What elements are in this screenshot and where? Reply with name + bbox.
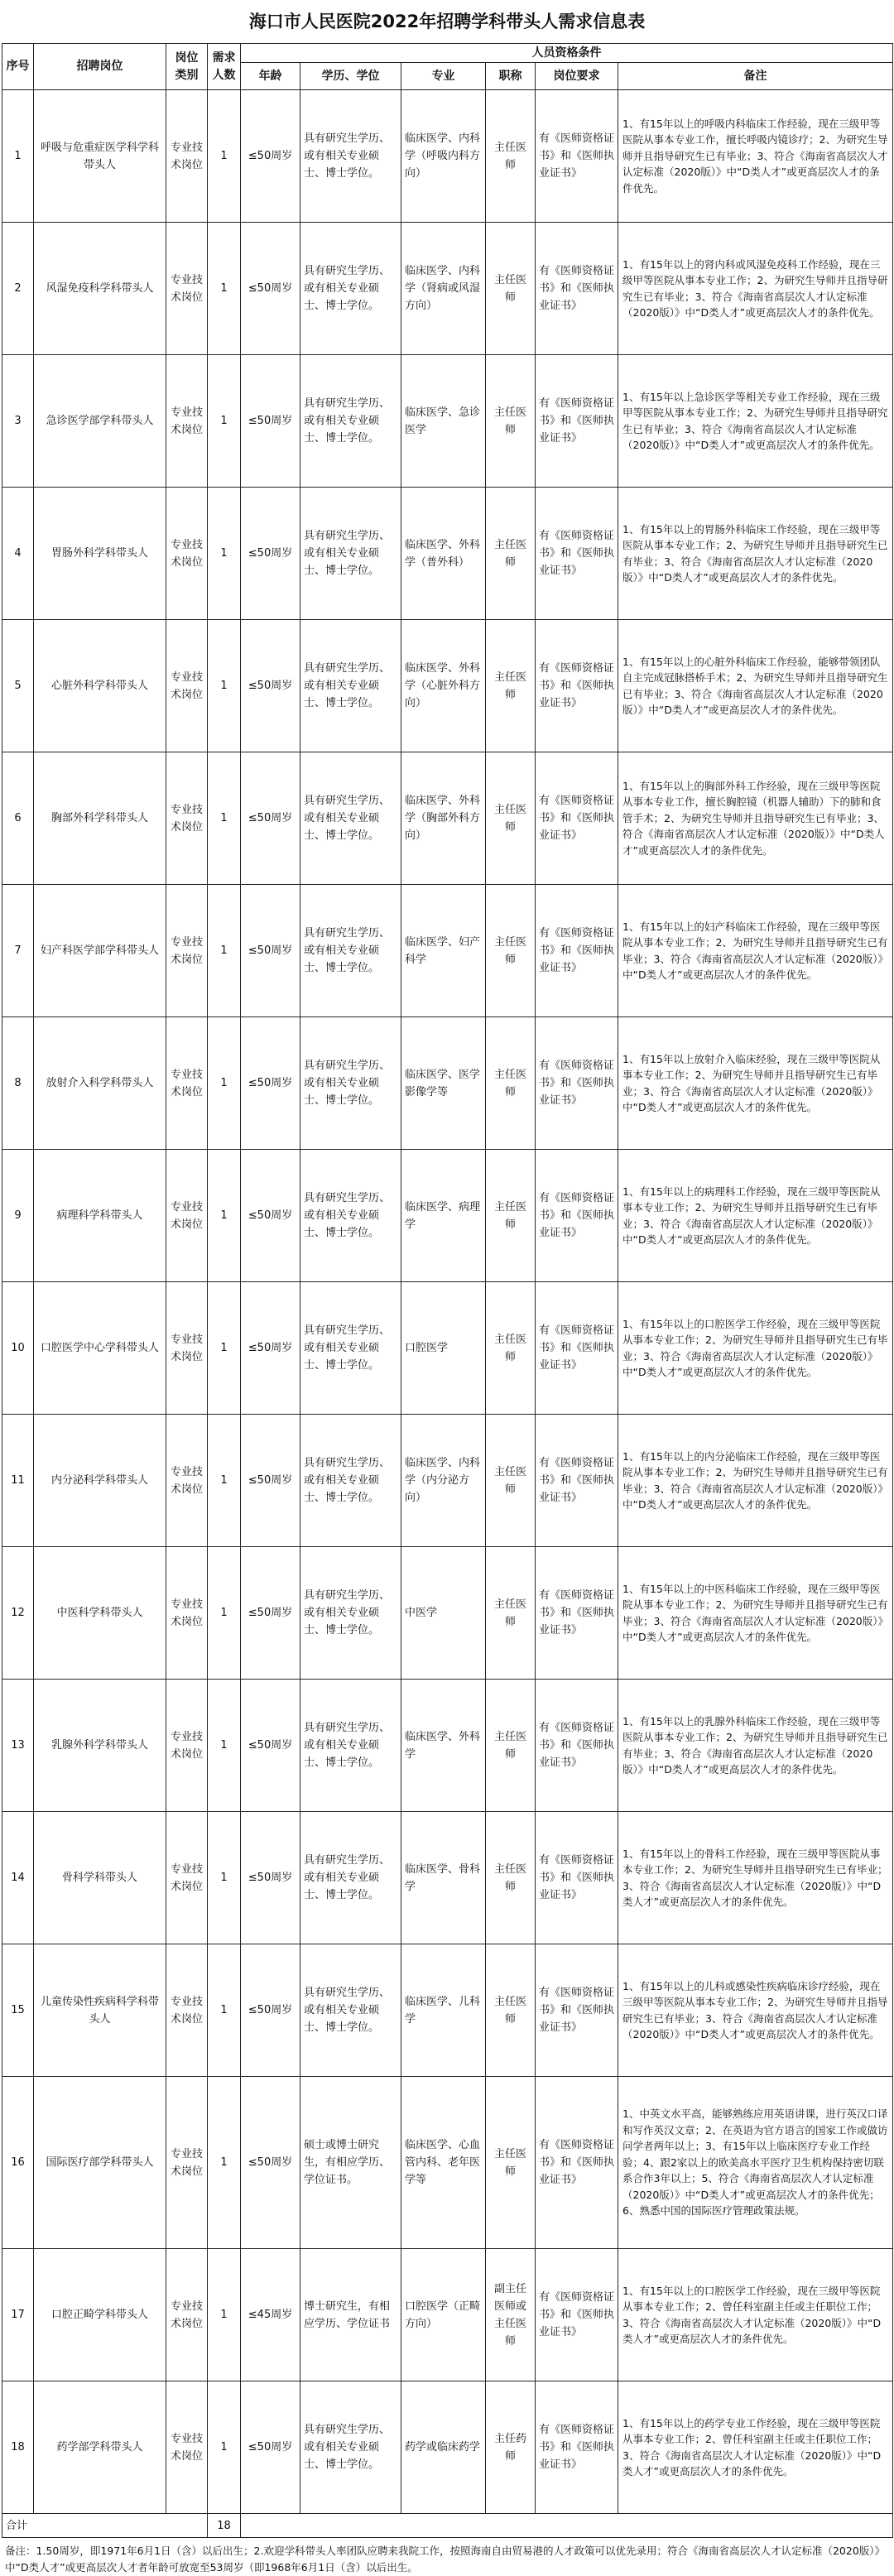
row-major: 临床医学、医学影像学等: [401, 1017, 486, 1150]
row-major: 临床医学、心血管内科、老年医学等: [401, 2077, 486, 2249]
row-index: 7: [2, 885, 34, 1017]
row-count: 1: [208, 1680, 241, 1812]
row-requirement: 有《医师资格证书》和《医师执业证书》: [536, 885, 618, 1017]
row-remark: 1、有15年以上的中医科临床工作经验，现在三级甲等医院从事本专业工作；2、为研究生导师并且指导研究生已有毕业；3、符合《海南省高层次人才认定标准（2020版）》中“D类人才”或更高层次人才的条件优先。: [618, 1547, 893, 1680]
row-remark: 1、有15年以上的胸部外科工作经验，现在三级甲等医院从事本专业工作，擅长胸腔镜（机器人辅助）下的肺和食管手术；2、为研究生导师并且指导研究生已有毕业；3、符合《海南省高层次人才认定标准（2020版）》中“D类人才”或更高层次人才的条件优先。: [618, 752, 893, 885]
row-title: 主任医师: [486, 488, 536, 620]
header-remark: 备注: [618, 63, 893, 90]
row-title: 主任医师: [486, 1812, 536, 1944]
row-count: 1: [208, 885, 241, 1017]
row-position: 胸部外科学科带头人: [34, 752, 166, 885]
row-requirement: 有《医师资格证书》和《医师执业证书》: [536, 1944, 618, 2077]
row-major: 临床医学、外科学（普外科）: [401, 488, 486, 620]
row-remark: 1、有15年以上的呼吸内科临床工作经验，现在三级甲等医院从事本专业工作，擅长呼吸内镜诊疗；2、为研究生导师并且指导研究生已有毕业；3、符合《海南省高层次人才认定标准（2020版）》中“D类人才”或更高层次人才的条件优先。: [618, 90, 893, 223]
row-requirement: 有《医师资格证书》和《医师执业证书》: [536, 2249, 618, 2381]
table-row: [2, 90, 893, 223]
row-major: 临床医学、骨科学: [401, 1812, 486, 1944]
row-age: ≤50周岁: [241, 1547, 300, 1680]
row-index: 17: [2, 2249, 34, 2381]
row-category: 专业技术岗位: [166, 90, 208, 223]
row-remark: 1、中英文水平高，能够熟练应用英语讲课，进行英汉口译和写作英汉文章；2、在英语为官方语言的国家工作或做访问学者两年以上；3、有15年以上临床医疗专业工作经验；4、跟2家以上的欧美高水平医疗卫生机构保持密切联系合作3年以上；5、符合《海南省高层次人才认定标准（2020版）》中“D类人才”或更高层次人才的条件优先；6、熟悉中国的国际医疗管理政策法规。: [618, 2077, 893, 2249]
row-remark: 1、有15年以上的内分泌临床工作经验，现在三级甲等医院从事本专业工作；2、为研究生导师并且指导研究生已有毕业；3、符合《海南省高层次人才认定标准（2020版）》中“D类人才”或更高层次人才的条件优先。: [618, 1415, 893, 1547]
row-category: 专业技术岗位: [166, 885, 208, 1017]
row-requirement: 有《医师资格证书》和《医师执业证书》: [536, 1017, 618, 1150]
row-count: 1: [208, 2077, 241, 2249]
row-education: 具有研究生学历、或有相关专业硕士、博士学位。: [300, 488, 401, 620]
row-age: ≤50周岁: [241, 2077, 300, 2249]
table-row: [2, 1282, 893, 1415]
row-requirement: 有《医师资格证书》和《医师执业证书》: [536, 620, 618, 752]
table-row: [2, 752, 893, 885]
row-education: 具有研究生学历、或有相关专业硕士、博士学位。: [300, 1282, 401, 1415]
row-index: 9: [2, 1150, 34, 1282]
row-position: 病理科学科带头人: [34, 1150, 166, 1282]
row-title: 主任医师: [486, 1680, 536, 1812]
row-education: 具有研究生学历、或有相关专业硕士、博士学位。: [300, 223, 401, 355]
row-count: 1: [208, 488, 241, 620]
table-row: [2, 885, 893, 1017]
row-education: 具有研究生学历、或有相关专业硕士、博士学位。: [300, 90, 401, 223]
row-major: 临床医学、妇产科学: [401, 885, 486, 1017]
row-title: 副主任医师或主任医师: [486, 2249, 536, 2381]
row-index: 11: [2, 1415, 34, 1547]
row-age: ≤50周岁: [241, 223, 300, 355]
row-remark: 1、有15年以上的乳腺外科临床工作经验，现在三级甲等医院从事本专业工作；2、为研究生导师并且指导研究生已有毕业；3、符合《海南省高层次人才认定标准（2020版）》中“D类人才”或更高层次人才的条件优先。: [618, 1680, 893, 1812]
row-age: ≤50周岁: [241, 90, 300, 223]
table-row: [2, 2249, 893, 2381]
row-category: 专业技术岗位: [166, 2249, 208, 2381]
total-row: [2, 2514, 893, 2538]
row-position: 国际医疗部学科带头人: [34, 2077, 166, 2249]
row-age: ≤50周岁: [241, 1944, 300, 2077]
row-education: 博士研究生，有相应学历、学位证书: [300, 2249, 401, 2381]
table-row: [2, 1944, 893, 2077]
row-index: 1: [2, 90, 34, 223]
row-position: 呼吸与危重症医学科学科带头人: [34, 90, 166, 223]
row-remark: 1、有15年以上的妇产科临床工作经验，现在三级甲等医院从事本专业工作；2、为研究生导师并且指导研究生已有毕业；3、符合《海南省高层次人才认定标准（2020版）》中“D类人才”或更高层次人才的条件优先。: [618, 885, 893, 1017]
row-category: 专业技术岗位: [166, 1282, 208, 1415]
row-position: 中医科学科带头人: [34, 1547, 166, 1680]
row-position: 药学部学科带头人: [34, 2381, 166, 2514]
row-category: 专业技术岗位: [166, 2381, 208, 2514]
row-major: 临床医学、内科学（肾病或风湿方向）: [401, 223, 486, 355]
row-category: 专业技术岗位: [166, 488, 208, 620]
row-index: 4: [2, 488, 34, 620]
row-major: 中医学: [401, 1547, 486, 1680]
row-age: ≤50周岁: [241, 355, 300, 488]
row-category: 专业技术岗位: [166, 355, 208, 488]
row-count: 1: [208, 1017, 241, 1150]
row-major: 临床医学、外科学（心脏外科方向）: [401, 620, 486, 752]
row-count: 1: [208, 2249, 241, 2381]
row-title: 主任药师: [486, 2381, 536, 2514]
table-body: [2, 90, 893, 2514]
table-row: [2, 1812, 893, 1944]
row-education: 具有研究生学历、或有相关专业硕士、博士学位。: [300, 1547, 401, 1680]
row-title: 主任医师: [486, 1150, 536, 1282]
row-requirement: 有《医师资格证书》和《医师执业证书》: [536, 90, 618, 223]
table-row: [2, 1415, 893, 1547]
header-position: 招聘岗位: [34, 44, 166, 90]
row-title: 主任医师: [486, 1282, 536, 1415]
row-education: 具有研究生学历、或有相关专业硕士、博士学位。: [300, 1017, 401, 1150]
row-position: 口腔医学中心学科带头人: [34, 1282, 166, 1415]
row-category: 专业技术岗位: [166, 1017, 208, 1150]
row-requirement: 有《医师资格证书》和《医师执业证书》: [536, 1282, 618, 1415]
row-age: ≤50周岁: [241, 1282, 300, 1415]
header-qualifications: 人员资格条件: [241, 44, 893, 63]
row-major: 临床医学、急诊医学: [401, 355, 486, 488]
row-category: 专业技术岗位: [166, 1680, 208, 1812]
row-education: 具有研究生学历、或有相关专业硕士、博士学位。: [300, 355, 401, 488]
header-title: 职称: [486, 63, 536, 90]
row-major: 口腔医学: [401, 1282, 486, 1415]
row-remark: 1、有15年以上的心脏外科临床工作经验，能够带领团队自主完成冠脉搭桥手术；2、为研究生导师并且指导研究生已有毕业；3、符合《海南省高层次人才认定标准（2020版）》中“D类人才”或更高层次人才的条件优先。: [618, 620, 893, 752]
row-age: ≤50周岁: [241, 1680, 300, 1812]
row-age: ≤50周岁: [241, 2381, 300, 2514]
total-empty: [241, 2514, 893, 2538]
row-education: 具有研究生学历、或有相关专业硕士、博士学位。: [300, 752, 401, 885]
row-age: ≤50周岁: [241, 885, 300, 1017]
row-index: 12: [2, 1547, 34, 1680]
row-age: ≤50周岁: [241, 1415, 300, 1547]
table-row: [2, 355, 893, 488]
row-count: 1: [208, 1150, 241, 1282]
row-index: 15: [2, 1944, 34, 2077]
row-count: 1: [208, 1812, 241, 1944]
row-education: 具有研究生学历、或有相关专业硕士、博士学位。: [300, 1150, 401, 1282]
row-requirement: 有《医师资格证书》和《医师执业证书》: [536, 223, 618, 355]
table-row: [2, 1150, 893, 1282]
row-index: 18: [2, 2381, 34, 2514]
row-requirement: 有《医师资格证书》和《医师执业证书》: [536, 488, 618, 620]
row-position: 妇产科医学部学科带头人: [34, 885, 166, 1017]
row-major: 药学或临床药学: [401, 2381, 486, 2514]
row-major: 口腔医学（正畸方向）: [401, 2249, 486, 2381]
row-category: 专业技术岗位: [166, 223, 208, 355]
row-title: 主任医师: [486, 1944, 536, 2077]
row-index: 16: [2, 2077, 34, 2249]
row-major: 临床医学、外科学: [401, 1680, 486, 1812]
row-title: 主任医师: [486, 1017, 536, 1150]
row-position: 乳腺外科学科带头人: [34, 1680, 166, 1812]
row-age: ≤45周岁: [241, 2249, 300, 2381]
row-requirement: 有《医师资格证书》和《医师执业证书》: [536, 752, 618, 885]
row-position: 风湿免疫科学科带头人: [34, 223, 166, 355]
row-category: 专业技术岗位: [166, 620, 208, 752]
table-row: [2, 1547, 893, 1680]
row-remark: 1、有15年以上的病理科工作经验，现在三级甲等医院从事本专业工作；2、为研究生导师并且指导研究生已有毕业；3、符合《海南省高层次人才认定标准（2020版）》中“D类人才”或更高层次人才的条件优先。: [618, 1150, 893, 1282]
header-category: 岗位类别: [166, 44, 208, 90]
row-requirement: 有《医师资格证书》和《医师执业证书》: [536, 1547, 618, 1680]
row-remark: 1、有15年以上放射介入临床经验，现在三级甲等医院从事本专业工作；2、为研究生导师并且指导研究生已有毕业；3、符合《海南省高层次人才认定标准（2020版）》中“D类人才”或更高层次人才的条件优先。: [618, 1017, 893, 1150]
row-major: 临床医学、内科学（呼吸内科方向）: [401, 90, 486, 223]
row-remark: 1、有15年以上的骨科工作经验，现在三级甲等医院从事本专业工作；2、为研究生导师并且指导研究生已有毕业；3、符合《海南省高层次人才认定标准（2020版）》中“D类人才”或更高层次人才的条件优先。: [618, 1812, 893, 1944]
row-title: 主任医师: [486, 1415, 536, 1547]
row-position: 儿童传染性疾病科学科带头人: [34, 1944, 166, 2077]
row-count: 1: [208, 1944, 241, 2077]
row-count: 1: [208, 223, 241, 355]
row-category: 专业技术岗位: [166, 1812, 208, 1944]
total-label: 合计: [2, 2514, 208, 2538]
row-education: 具有研究生学历、或有相关专业硕士、博士学位。: [300, 1812, 401, 1944]
total-count: 18: [208, 2514, 241, 2538]
header-index: 序号: [2, 44, 34, 90]
row-position: 口腔正畸学科带头人: [34, 2249, 166, 2381]
table-row: [2, 2381, 893, 2514]
row-count: 1: [208, 1282, 241, 1415]
row-education: 具有研究生学历、或有相关专业硕士、博士学位。: [300, 1944, 401, 2077]
row-index: 5: [2, 620, 34, 752]
row-remark: 1、有15年以上的儿科或感染性疾病临床诊疗经验，现在三级甲等医院从事本专业工作；2、为研究生导师并且指导研究生已有毕业；3、符合《海南省高层次人才认定标准（2020版）》中“D类人才”或更高层次人才的条件优先。: [618, 1944, 893, 2077]
row-index: 14: [2, 1812, 34, 1944]
row-title: 主任医师: [486, 355, 536, 488]
row-count: 1: [208, 355, 241, 488]
row-position: 胃肠外科学科带头人: [34, 488, 166, 620]
row-title: 主任医师: [486, 90, 536, 223]
row-category: 专业技术岗位: [166, 2077, 208, 2249]
row-remark: 1、有15年以上的口腔医学工作经验，现在三级甲等医院从事本专业工作；2、曾任科室副主任或主任职位工作；3、符合《海南省高层次人才认定标准（2020版）》中“D类人才”或更高层次人才的条件优先。: [618, 2249, 893, 2381]
row-requirement: 有《医师资格证书》和《医师执业证书》: [536, 1680, 618, 1812]
table-row: [2, 223, 893, 355]
row-age: ≤50周岁: [241, 620, 300, 752]
row-category: 专业技术岗位: [166, 1415, 208, 1547]
row-position: 放射介入科学科带头人: [34, 1017, 166, 1150]
row-education: 具有研究生学历、或有相关专业硕士、博士学位。: [300, 885, 401, 1017]
row-position: 内分泌科学科带头人: [34, 1415, 166, 1547]
row-requirement: 有《医师资格证书》和《医师执业证书》: [536, 1415, 618, 1547]
table-row: [2, 488, 893, 620]
row-title: 主任医师: [486, 885, 536, 1017]
row-age: ≤50周岁: [241, 1150, 300, 1282]
header-requirement: 岗位要求: [536, 63, 618, 90]
table-row: [2, 2077, 893, 2249]
row-title: 主任医师: [486, 620, 536, 752]
row-requirement: 有《医师资格证书》和《医师执业证书》: [536, 2077, 618, 2249]
row-index: 13: [2, 1680, 34, 1812]
row-remark: 1、有15年以上的口腔医学工作经验，现在三级甲等医院从事本专业工作；2、为研究生导师并且指导研究生已有毕业；3、符合《海南省高层次人才认定标准（2020版）》中“D类人才”或更高层次人才的条件优先。: [618, 1282, 893, 1415]
row-education: 具有研究生学历、或有相关专业硕士、博士学位。: [300, 1415, 401, 1547]
row-age: ≤50周岁: [241, 1017, 300, 1150]
row-category: 专业技术岗位: [166, 1944, 208, 2077]
table-row: [2, 1680, 893, 1812]
row-education: 具有研究生学历、或有相关专业硕士、博士学位。: [300, 620, 401, 752]
row-count: 1: [208, 1547, 241, 1680]
row-education: 具有研究生学历、或有相关专业硕士、博士学位。: [300, 2381, 401, 2514]
row-major: 临床医学、内科学（内分泌方向）: [401, 1415, 486, 1547]
row-age: ≤50周岁: [241, 1812, 300, 1944]
row-age: ≤50周岁: [241, 488, 300, 620]
row-requirement: 有《医师资格证书》和《医师执业证书》: [536, 1150, 618, 1282]
table-row: [2, 1017, 893, 1150]
row-category: 专业技术岗位: [166, 752, 208, 885]
row-education: 硕士或博士研究生，有相应学历、学位证书。: [300, 2077, 401, 2249]
row-title: 主任医师: [486, 223, 536, 355]
row-index: 2: [2, 223, 34, 355]
row-requirement: 有《医师资格证书》和《医师执业证书》: [536, 355, 618, 488]
row-title: 主任医师: [486, 1547, 536, 1680]
row-title: 主任医师: [486, 2077, 536, 2249]
row-major: 临床医学、儿科学: [401, 1944, 486, 2077]
row-requirement: 有《医师资格证书》和《医师执业证书》: [536, 1812, 618, 1944]
page-title: 海口市人民医院2022年招聘学科带头人需求信息表: [248, 12, 646, 31]
row-count: 1: [208, 2381, 241, 2514]
row-count: 1: [208, 620, 241, 752]
header-count: 需求人数: [208, 44, 241, 90]
row-category: 专业技术岗位: [166, 1547, 208, 1680]
row-education: 具有研究生学历、或有相关专业硕士、博士学位。: [300, 1680, 401, 1812]
row-requirement: 有《医师资格证书》和《医师执业证书》: [536, 2381, 618, 2514]
recruitment-table: [2, 43, 893, 2538]
header-education: 学历、学位: [300, 63, 401, 90]
row-major: 临床医学、病理学: [401, 1150, 486, 1282]
row-index: 8: [2, 1017, 34, 1150]
header-major: 专业: [401, 63, 486, 90]
row-category: 专业技术岗位: [166, 1150, 208, 1282]
row-position: 骨科学科带头人: [34, 1812, 166, 1944]
row-major: 临床医学、外科学（胸部外科方向）: [401, 752, 486, 885]
row-index: 6: [2, 752, 34, 885]
row-age: ≤50周岁: [241, 752, 300, 885]
row-count: 1: [208, 1415, 241, 1547]
row-remark: 1、有15年以上急诊医学等相关专业工作经验，现在三级甲等医院从事本专业工作；2、为研究生导师并且指导研究生已有毕业；3、符合《海南省高层次人才认定标准（2020版）》中“D类人才”或更高层次人才的条件优先。: [618, 355, 893, 488]
footnote: 备注：1.50周岁，即1971年6月1日（含）以后出生；2.欢迎学科带头人率团队应聘来我院工作，按照海南自由贸易港的人才政策可以优先录用；符合《海南省高层次人才认定标准（2020版）》中“D类人才”或更高层次人才者年龄可放宽至53周岁（即1968年6月1日（含）以后出生。: [5, 2545, 886, 2574]
row-title: 主任医师: [486, 752, 536, 885]
table-row: [2, 620, 893, 752]
row-remark: 1、有15年以上的胃肠外科临床工作经验，现在三级甲等医院从事本专业工作；2、为研究生导师并且指导研究生已有毕业；3、符合《海南省高层次人才认定标准（2020版）》中“D类人才”或更高层次人才的条件优先。: [618, 488, 893, 620]
row-remark: 1、有15年以上的肾内科或风湿免疫科工作经验，现在三级甲等医院从事本专业工作；2、为研究生导师并且指导研究生已有毕业；3、符合《海南省高层次人才认定标准（2020版）》中“D类人才”或更高层次人才的条件优先。: [618, 223, 893, 355]
row-count: 1: [208, 90, 241, 223]
row-index: 3: [2, 355, 34, 488]
header-age: 年龄: [241, 63, 300, 90]
row-index: 10: [2, 1282, 34, 1415]
row-remark: 1、有15年以上的药学专业工作经验，现在三级甲等医院从事本专业工作；2、曾任科室副主任或主任职位工作；3、符合《海南省高层次人才认定标准（2020版）》中“D类人才”或更高层次人才的条件优先。: [618, 2381, 893, 2514]
row-position: 心脏外科学科带头人: [34, 620, 166, 752]
row-count: 1: [208, 752, 241, 885]
row-position: 急诊医学部学科带头人: [34, 355, 166, 488]
